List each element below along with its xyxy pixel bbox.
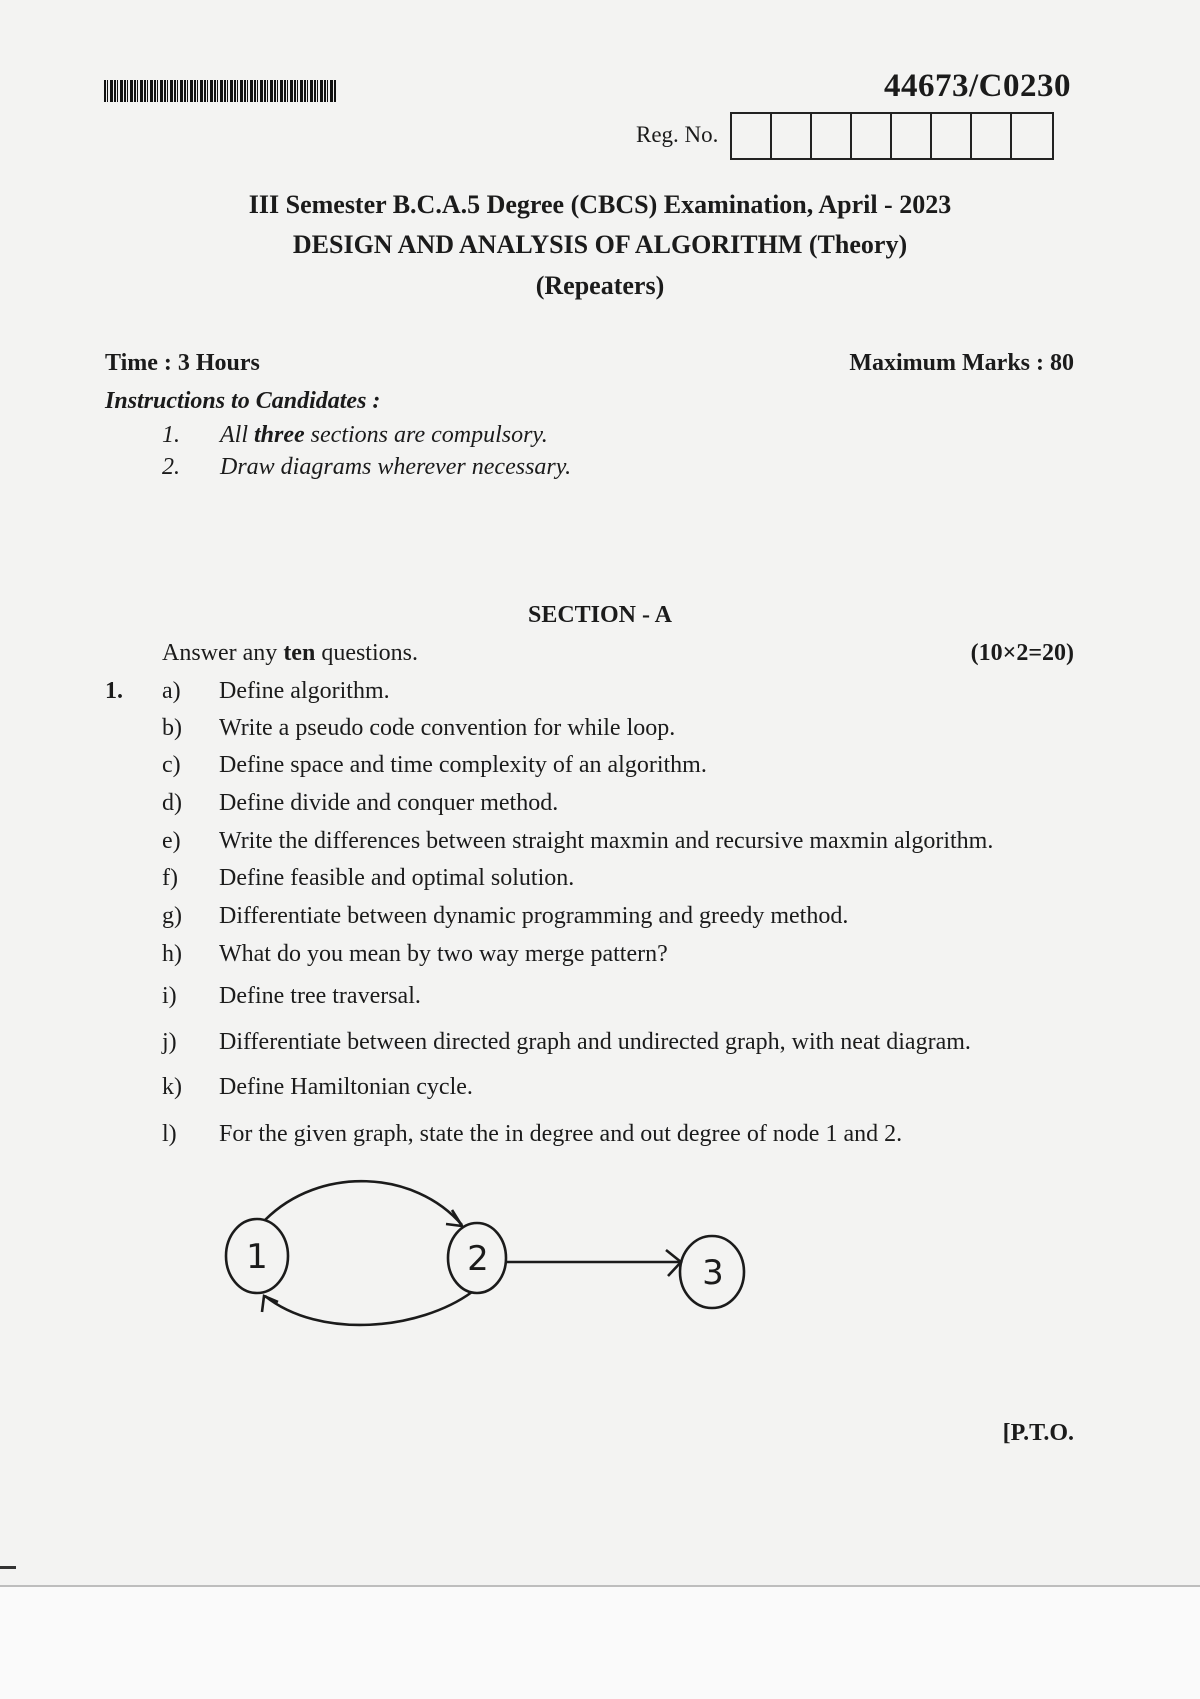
edge-2-to-1 [265,1292,472,1325]
sub-question [162,983,421,1010]
subject-title: DESIGN AND ANALYSIS OF ALGORITHM (Theory) [292,230,908,259]
graph-node-label: 1 [246,1237,268,1277]
sub-question [162,678,390,705]
sub-question [162,715,675,742]
reg-no-box[interactable] [972,114,1012,158]
sub-question-text: Differentiate between directed graph and undirected graph, with neat diagram. [219,1029,971,1055]
sub-question [162,865,574,892]
instruction-text: Draw diagrams wherever necessary. [220,454,572,480]
sub-question [162,1121,902,1148]
exam-title: III Semester B.C.A.5 Degree (CBCS) Examination, April - 2023 [248,190,952,219]
section-marks: (10×2=20) [970,640,1074,666]
answer-text: Answer any [162,640,284,666]
time-label: Time : 3 Hours [105,350,260,376]
instructions-heading: Instructions to Candidates : [105,388,381,414]
sub-question-label: k) [162,1074,182,1100]
page-bottom-margin [0,1585,1200,1699]
sub-question-text: What do you mean by two way merge pattern? [219,941,668,967]
sub-question-label: l) [162,1121,177,1147]
sub-question [162,1074,473,1101]
sub-question-label: j) [162,1029,177,1055]
max-marks-label: Maximum Marks : 80 [849,350,1074,376]
sub-question-label: b) [162,715,182,741]
sub-question [162,1029,971,1056]
reg-no-box[interactable] [1012,114,1052,158]
repeaters-label: (Repeaters) [535,271,665,300]
sub-question-label: c) [162,752,181,778]
reg-no-box[interactable] [892,114,932,158]
sub-question-text: Write a pseudo code convention for while loop. [219,715,676,741]
instruction-number: 1. [162,422,180,448]
answer-instruction [162,640,418,667]
sub-question-label: a) [162,678,181,704]
sub-question-label: g) [162,903,182,929]
sub-question-text: Define divide and conquer method. [219,790,559,816]
reg-no-box[interactable] [732,114,772,158]
sub-question [162,903,848,930]
margin-mark [0,1566,16,1569]
sub-question-text: Define algorithm. [219,678,390,704]
reg-no-box[interactable] [812,114,852,158]
sub-question [162,941,668,968]
sub-question [162,790,558,817]
sub-question-text: Write the differences between straight maxmin and recursive maxmin algorithm. [219,828,994,854]
sub-question-text: For the given graph, state the in degree and out degree of node 1 and 2. [219,1121,903,1147]
sub-question [162,752,707,779]
instruction-text: All [220,422,254,448]
reg-no-boxes [730,112,1054,160]
pto-label: [P.T.O. [1002,1420,1074,1446]
sub-question-text: Define Hamiltonian cycle. [219,1074,473,1100]
instruction-text: sections are compulsory. [304,422,548,448]
reg-no-box[interactable] [932,114,972,158]
graph-node-label: 3 [702,1253,724,1293]
sub-question-label: h) [162,941,182,967]
sub-question-label: e) [162,828,181,854]
reg-no-box[interactable] [772,114,812,158]
edge-1-to-2 [265,1181,462,1225]
sub-question-label: i) [162,983,177,1009]
sub-question-text: Differentiate between dynamic programming and greedy method. [219,903,849,929]
answer-bold: ten [283,640,316,666]
graph-node-label: 2 [467,1239,489,1279]
barcode [104,80,336,102]
reg-no-label: Reg. No. [636,122,719,147]
question-number: 1. [105,678,123,704]
sub-question-label: f) [162,865,178,891]
answer-text: questions. [315,640,418,666]
sub-question-text: Define tree traversal. [219,983,421,1009]
directed-graph-diagram [210,1170,770,1340]
reg-no-box[interactable] [852,114,892,158]
instruction-item [162,422,548,449]
instruction-item [162,454,571,481]
sub-question-text: Define feasible and optimal solution. [219,865,575,891]
sub-question-text: Define space and time complexity of an algorithm. [219,752,707,778]
instruction-bold: three [254,422,305,448]
instruction-number: 2. [162,454,180,480]
sub-question-label: d) [162,790,182,816]
section-a-title: SECTION - A [527,602,673,628]
paper-code: 44673/C0230 [884,68,1071,104]
sub-question [162,828,993,855]
